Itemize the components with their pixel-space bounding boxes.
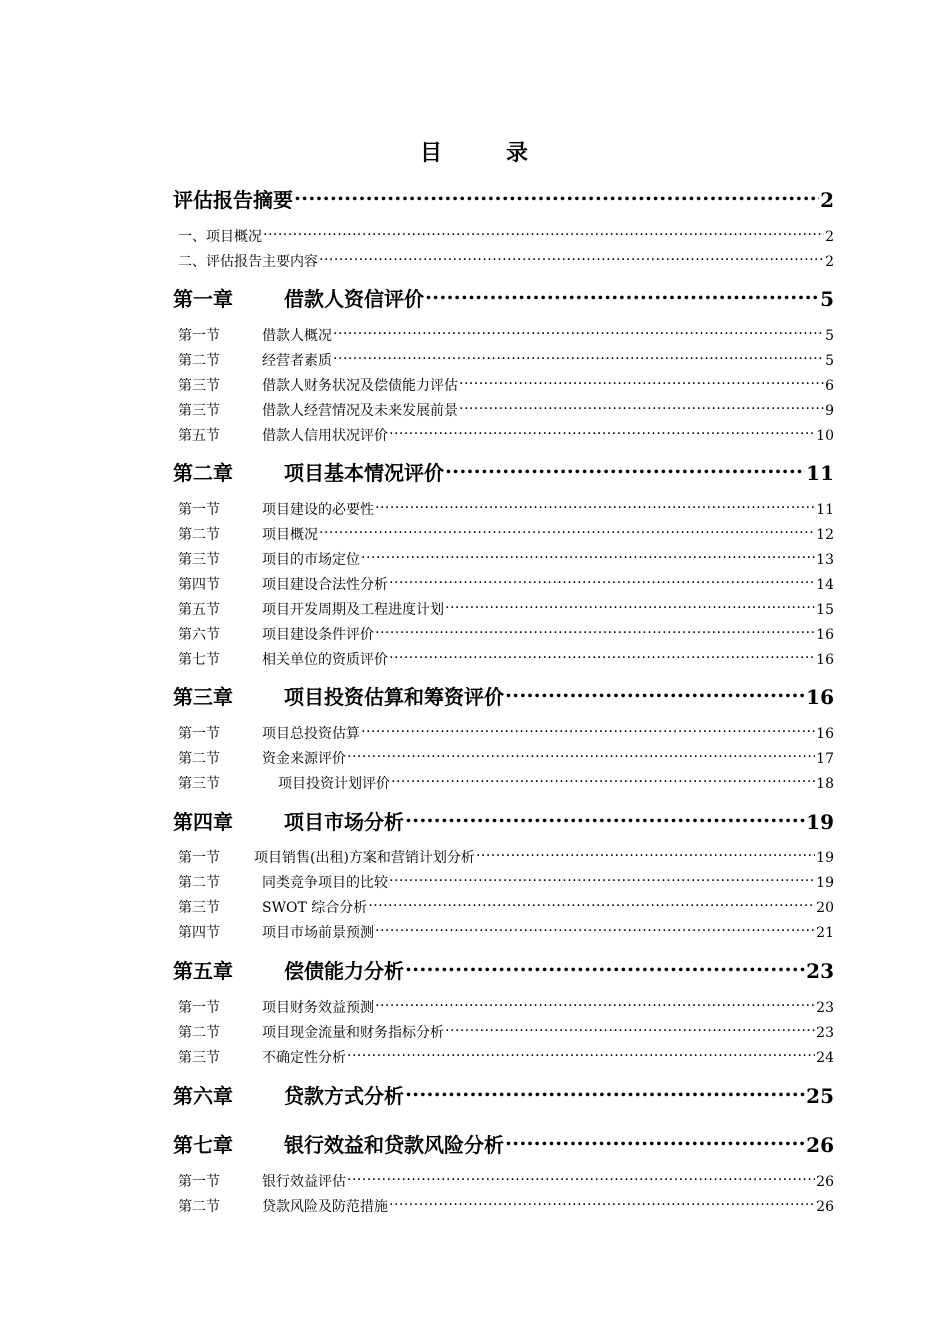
toc-section-entry[interactable] [178,426,834,446]
toc-page-number: 26 [806,1133,834,1157]
toc-entry-title: SWOT 综合分析 [262,900,368,916]
toc-dot-leader [405,958,805,978]
toc-dot-leader [505,684,805,704]
toc-section-entry[interactable] [178,650,834,670]
toc-dot-leader [361,724,815,738]
toc-entry-number: 第二节 [178,751,220,767]
toc-page-number: 24 [816,1050,834,1066]
toc-dot-leader [389,1197,815,1211]
toc-entry-number: 第三节 [178,378,220,394]
toc-page-number: 21 [816,925,834,941]
toc-entry-number: 第三节 [178,776,220,792]
toc-page-number: 26 [816,1199,834,1215]
title-char-right: 录 [506,140,531,166]
toc-chapter-entry[interactable] [173,1131,834,1159]
toc-page-number: 5 [825,353,834,369]
toc-section-entry[interactable] [178,550,834,570]
toc-dot-leader [294,187,819,207]
toc-entry-title: 银行效益和贷款风险分析 [284,1133,504,1157]
toc-dot-leader [405,1083,805,1103]
toc-entry-number: 第五节 [178,428,220,444]
toc-section-entry[interactable] [178,998,834,1018]
toc-dot-leader [375,625,815,639]
toc-entry-title: 偿债能力分析 [284,959,404,983]
toc-chapter-entry[interactable] [173,808,834,836]
toc-entry-title: 项目财务效益预测 [262,1000,374,1016]
toc-entry-number: 第一章 [173,287,233,311]
toc-entry-title: 项目建设合法性分析 [262,577,388,593]
toc-page-number: 16 [806,685,834,709]
toc-dot-leader [375,998,815,1012]
toc-section-entry[interactable] [178,525,834,545]
toc-page-number: 23 [816,1000,834,1016]
toc-entry-title: 项目投资估算和筹资评价 [284,685,504,709]
toc-dot-leader [389,575,815,589]
toc-page-number: 16 [816,627,834,643]
toc-entry-number: 第二节 [178,527,220,543]
toc-page-number: 13 [816,552,834,568]
toc-section-entry[interactable] [178,401,834,421]
toc-entry-number: 第三节 [178,403,220,419]
toc-dot-leader [445,460,805,480]
toc-dot-leader [445,600,815,614]
toc-page-number: 16 [816,652,834,668]
toc-entry-title: 项目销售(出租)方案和营销计划分析 [254,850,475,866]
toc-page-number: 11 [816,502,834,518]
toc-entry-number: 第一节 [178,502,220,518]
toc-page-number: 2 [825,254,834,270]
toc-section-entry[interactable] [178,873,834,893]
toc-entry-number: 第二章 [173,461,233,485]
toc-dot-leader [445,1023,815,1037]
toc-section-entry[interactable] [178,1023,834,1043]
toc-section-entry[interactable] [178,326,834,346]
toc-dot-leader [263,227,824,241]
toc-page-number: 2 [825,229,834,245]
toc-entry-title: 项目基本情况评价 [284,461,444,485]
toc-page-number: 19 [816,850,834,866]
toc-dot-leader [425,286,819,306]
toc-entry-number: 第二节 [178,875,220,891]
toc-dot-leader [347,1048,815,1062]
toc-entry-title: 一、项目概况 [178,229,262,245]
toc-section-entry[interactable] [178,376,834,396]
toc-page-number: 5 [825,328,834,344]
toc-entry-number: 第一节 [178,1174,220,1190]
toc-section-entry[interactable] [178,774,834,794]
toc-dot-leader [375,923,815,937]
toc-chapter-entry[interactable] [173,957,834,985]
toc-dot-leader [368,898,815,912]
toc-page-number: 15 [816,602,834,618]
toc-page-number: 5 [820,287,834,311]
toc-entry-title: 借款人资信评价 [284,287,424,311]
toc-entry-title: 项目建设条件评价 [262,627,374,643]
toc-entry-number: 第四章 [173,810,233,834]
toc-entry-title: 借款人信用状况评价 [262,428,388,444]
toc-section-entry[interactable] [178,1172,834,1192]
toc-dot-leader [459,376,824,390]
toc-dot-leader [391,774,815,788]
toc-page-number: 14 [816,577,834,593]
toc-entry-number: 第一节 [178,850,220,866]
title-char-left: 目 [419,140,444,166]
toc-page-number: 11 [806,461,834,485]
toc-dot-leader [333,351,824,365]
toc-entry-number: 第四节 [178,925,220,941]
toc-section-entry[interactable] [178,1048,834,1068]
toc-entry-number: 第四节 [178,577,220,593]
toc-page-number: 9 [825,403,834,419]
toc-dot-leader [319,525,815,539]
toc-entry-title: 项目开发周期及工程进度计划 [262,602,444,618]
toc-page-number: 25 [806,1084,834,1108]
toc-entry-number: 第五章 [173,959,233,983]
toc-entry-title: 项目投资计划评价 [278,776,390,792]
toc-dot-leader [389,426,815,440]
toc-dot-leader [333,326,824,340]
toc-entry-number: 第三章 [173,685,233,709]
toc-page-number: 18 [816,776,834,792]
toc-entry-title: 经营者素质 [262,353,332,369]
toc-dot-leader [459,401,824,415]
toc-entry-title: 贷款风险及防范措施 [262,1199,388,1215]
toc-page-number: 20 [816,900,834,916]
toc-dot-leader [347,1172,815,1186]
toc-section-entry[interactable] [178,500,834,520]
toc-section-entry[interactable] [178,227,834,247]
toc-entry-number: 第七节 [178,652,220,668]
toc-dot-leader [476,848,815,862]
toc-entry-title: 项目市场前景预测 [262,925,374,941]
toc-entry-number: 第七章 [173,1133,233,1157]
toc-page-number: 16 [816,726,834,742]
toc-entry-number: 第二节 [178,1199,220,1215]
toc-entry-title: 项目概况 [262,527,318,543]
toc-chapter-entry[interactable] [173,285,834,313]
toc-dot-leader [505,1132,805,1152]
toc-page-number: 23 [806,959,834,983]
toc-section-entry[interactable] [178,351,834,371]
toc-entry-title: 借款人概况 [262,328,332,344]
toc-entry-number: 第六章 [173,1084,233,1108]
toc-section-entry[interactable] [178,848,834,868]
toc-entry-title: 项目建设的必要性 [262,502,374,518]
toc-entry-title: 不确定性分析 [262,1050,346,1066]
toc-dot-leader [375,500,815,514]
toc-chapter-entry[interactable] [173,683,834,711]
toc-section-entry[interactable] [178,898,834,918]
toc-entry-number: 第一节 [178,328,220,344]
toc-section-entry[interactable] [178,724,834,744]
toc-page-number: 2 [820,188,834,212]
toc-dot-leader [319,252,824,266]
toc-section-entry[interactable] [178,252,834,272]
toc-page-number: 10 [816,428,834,444]
toc-page-number: 19 [816,875,834,891]
toc-entry-number: 第六节 [178,627,220,643]
toc-entry-title: 项目现金流量和财务指标分析 [262,1025,444,1041]
toc-entry-number: 第五节 [178,602,220,618]
toc-entry-title: 贷款方式分析 [284,1084,404,1108]
toc-entry-number: 第二节 [178,353,220,369]
toc-chapter-entry[interactable] [173,1082,834,1110]
toc-entry-number: 第一节 [178,726,220,742]
toc-entry-title: 评估报告摘要 [173,188,293,212]
toc-section-entry[interactable] [178,749,834,769]
toc-dot-leader [389,873,815,887]
toc-entry-title: 二、评估报告主要内容 [178,254,318,270]
toc-section-entry[interactable] [178,625,834,645]
toc-dot-leader [347,749,815,763]
toc-entry-title: 银行效益评估 [262,1174,346,1190]
toc-section-entry[interactable] [178,1197,834,1217]
page-title [0,136,950,167]
toc-section-entry[interactable] [178,923,834,943]
toc-dot-leader [405,809,805,829]
toc-entry-title: 借款人财务状况及偿债能力评估 [262,378,458,394]
toc-page-number: 19 [806,810,834,834]
toc-entry-number: 第三节 [178,552,220,568]
toc-section-entry[interactable] [178,600,834,620]
toc-entry-number: 第三节 [178,1050,220,1066]
toc-page-number: 23 [816,1025,834,1041]
toc-entry-title: 借款人经营情况及未来发展前景 [262,403,458,419]
toc-entry-title: 项目的市场定位 [262,552,360,568]
toc-page-number: 17 [816,751,834,767]
toc-chapter-entry[interactable] [173,459,834,487]
toc-entry-title: 项目市场分析 [284,810,404,834]
toc-dot-leader [361,550,815,564]
toc-dot-leader [389,650,815,664]
toc-page-number: 6 [825,378,834,394]
toc-entry-number: 第二节 [178,1025,220,1041]
toc-page-number: 26 [816,1174,834,1190]
toc-entry-title: 项目总投资估算 [262,726,360,742]
toc-section-entry[interactable] [178,575,834,595]
toc-chapter-entry[interactable] [173,186,834,214]
toc-page-number: 12 [816,527,834,543]
toc-entry-title: 同类竞争项目的比较 [262,875,388,891]
toc-entry-title: 相关单位的资质评价 [262,652,388,668]
toc-entry-title: 资金来源评价 [262,751,346,767]
toc-entry-number: 第一节 [178,1000,220,1016]
toc-entry-number: 第三节 [178,900,220,916]
